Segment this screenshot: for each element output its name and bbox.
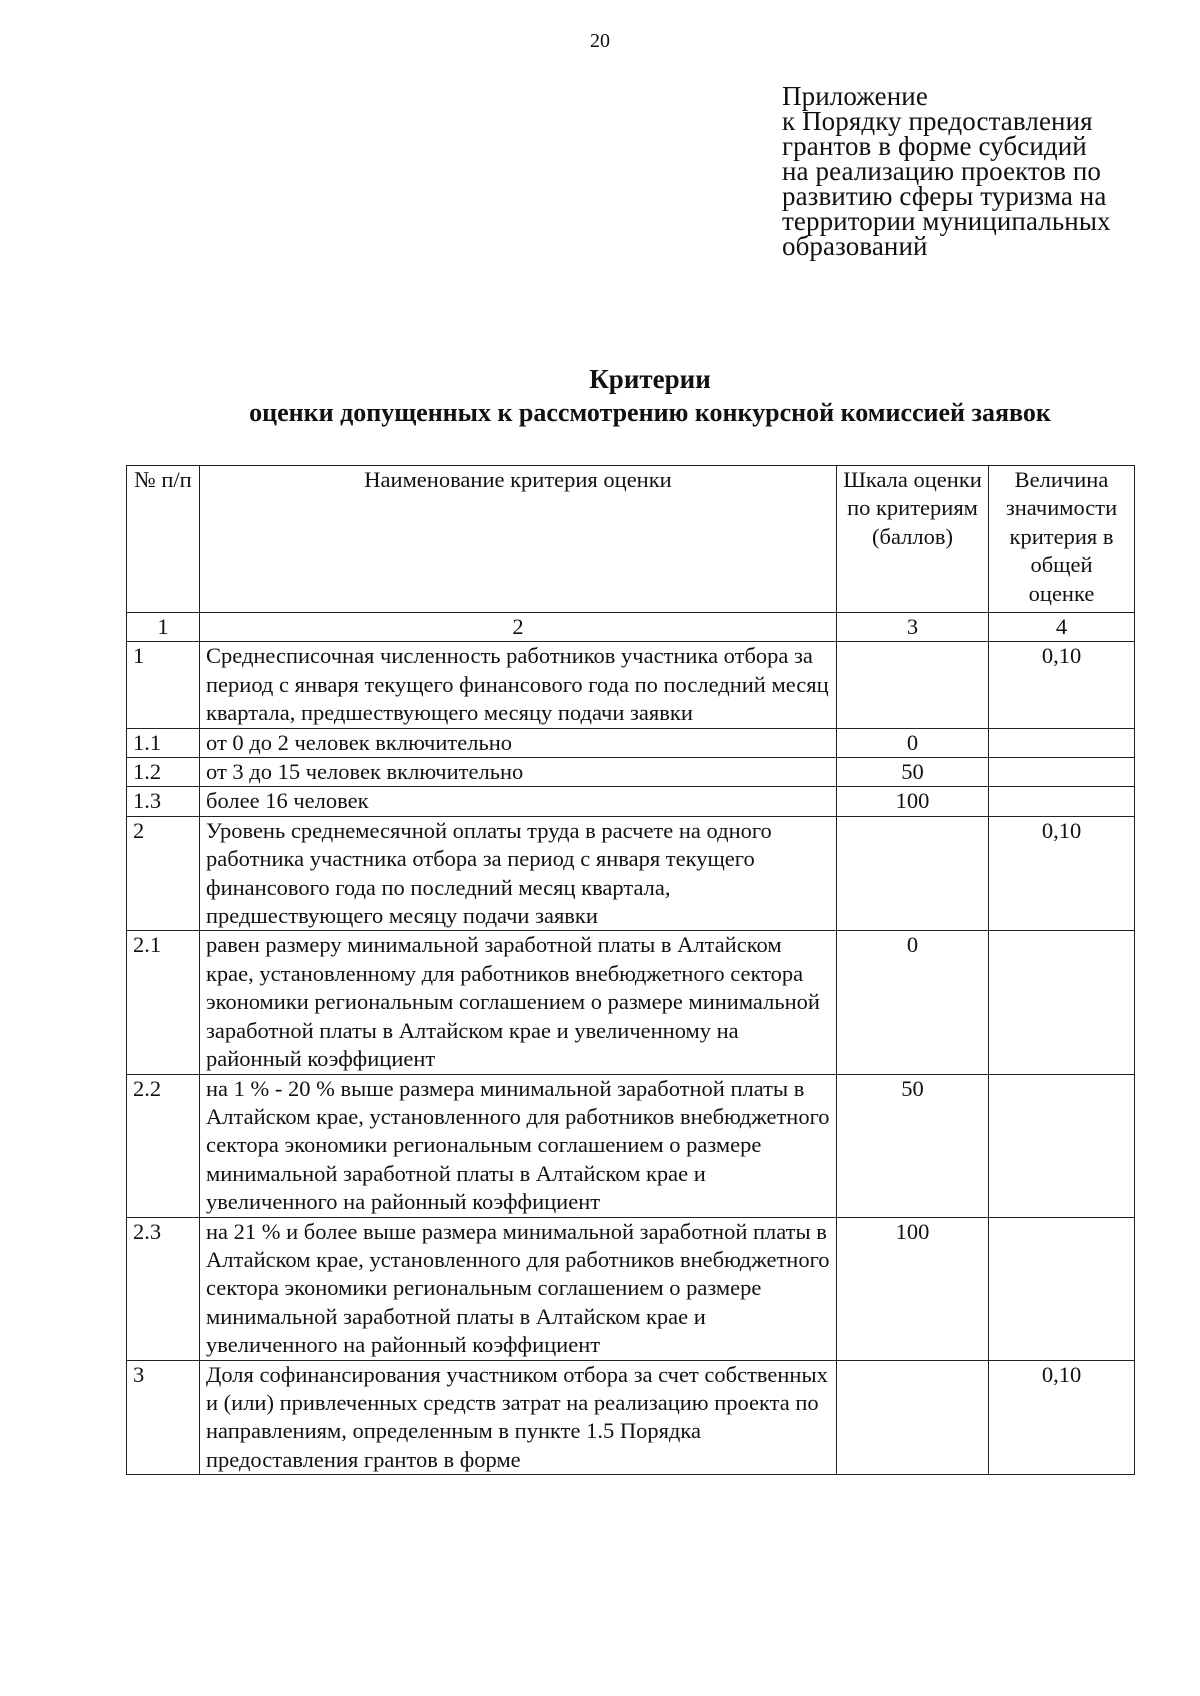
criterion-name: более 16 человек [200,787,837,816]
table-row [127,787,1135,816]
criterion-score: 100 [837,787,989,816]
criterion-name: Уровень среднемесячной оплаты труда в расчете на одного работника участника отбора за период с января текущего финансового года по последний месяц квартала, предшествующего месяцу подачи заявки [200,816,837,931]
criterion-score: 50 [837,758,989,787]
page-number: 20 [590,30,610,52]
row-number: 2.3 [127,1217,200,1360]
criterion-weight [989,787,1135,816]
row-number: 1.2 [127,758,200,787]
appendix-line: образований [782,231,928,261]
table-row [127,758,1135,787]
criterion-score: 100 [837,1217,989,1360]
appendix-line: развитию сферы туризма на [782,181,1107,211]
criterion-score: 0 [837,728,989,757]
document-subtitle: оценки допущенных к рассмотрению конкурсной комиссией заявок [249,398,1051,427]
table-row [127,642,1135,728]
criterion-name: от 3 до 15 человек включительно [200,758,837,787]
criterion-score: 0 [837,931,989,1074]
criterion-weight: 0,10 [989,1360,1135,1475]
criterion-score [837,1360,989,1475]
table-row [127,1074,1135,1217]
column-number: 2 [200,613,837,642]
row-number: 2.1 [127,931,200,1074]
criterion-name: на 1 % - 20 % выше размера минимальной заработной платы в Алтайском крае, установленного для работников внебюджетного сектора экономики региональным соглашением о размере минимальной заработной платы в Алтайском крае и увеличенного на районный коэффициент [200,1074,837,1217]
row-number: 3 [127,1360,200,1475]
criterion-weight [989,931,1135,1074]
criterion-weight: 0,10 [989,816,1135,931]
column-number-row [127,613,1135,642]
criterion-weight: 0,10 [989,642,1135,728]
header-weight: Величина значимости критерия в общей оценке [989,466,1135,613]
row-number: 1.1 [127,728,200,757]
criterion-name: Среднесписочная численность работников участника отбора за период с января текущего финансового года по последний месяц квартала, предшествующего месяцу подачи заявки [200,642,837,728]
table-row [127,728,1135,757]
table-row [127,931,1135,1074]
criteria-table [126,465,1135,1475]
column-number: 1 [127,613,200,642]
criterion-name: Доля софинансирования участником отбора за счет собственных и (или) привлеченных средств затрат на реализацию проекта по направлениям, определенным в пункте 1.5 Порядка предоставления грантов в форме [200,1360,837,1475]
appendix-line: к Порядку предоставления [782,106,1093,136]
row-number: 1.3 [127,787,200,816]
criterion-score: 50 [837,1074,989,1217]
criterion-name: от 0 до 2 человек включительно [200,728,837,757]
appendix-block [782,81,1182,261]
table-header-row [127,466,1135,613]
criterion-weight [989,1074,1135,1217]
criterion-name: равен размеру минимальной заработной платы в Алтайском крае, установленному для работников внебюджетного сектора экономики региональным соглашением о размере минимальной заработной платы в Алтайском крае и увеличенному на районный коэффициент [200,931,837,1074]
criterion-name: на 21 % и более выше размера минимальной заработной платы в Алтайском крае, установленного для работников внебюджетного сектора экономики региональным соглашением о размере минимальной заработной платы в Алтайском крае и увеличенного на районный коэффициент [200,1217,837,1360]
row-number: 1 [127,642,200,728]
criterion-weight [989,728,1135,757]
row-number: 2.2 [127,1074,200,1217]
appendix-line: территории муниципальных [782,206,1111,236]
column-number: 3 [837,613,989,642]
appendix-line: грантов в форме субсидий [782,131,1087,161]
header-scale: Шкала оценки по критериям (баллов) [837,466,989,613]
appendix-line: на реализацию проектов по [782,156,1102,186]
criterion-score [837,816,989,931]
criterion-weight [989,758,1135,787]
criterion-weight [989,1217,1135,1360]
header-num: № п/п [127,466,200,613]
document-title: Критерии [589,364,711,394]
header-name: Наименование критерия оценки [200,466,837,613]
criterion-score [837,642,989,728]
table-row [127,1360,1135,1475]
table-row [127,816,1135,931]
column-number: 4 [989,613,1135,642]
row-number: 2 [127,816,200,931]
table-row [127,1217,1135,1360]
appendix-line: Приложение [782,81,928,111]
